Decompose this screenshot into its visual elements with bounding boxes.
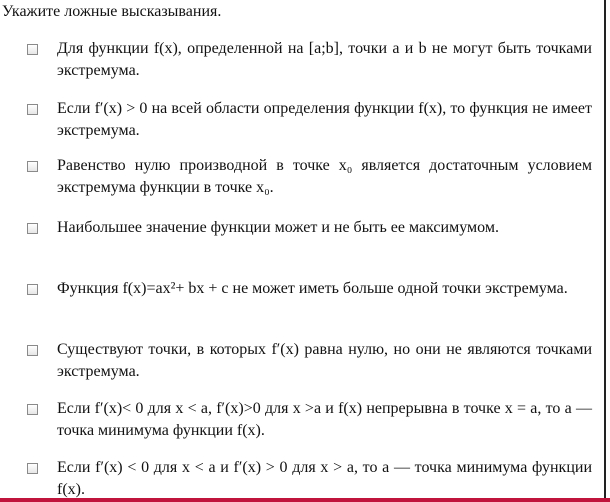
option-2-checkbox[interactable] bbox=[27, 104, 38, 115]
option-8-checkbox[interactable] bbox=[27, 463, 38, 474]
option-7-checkbox[interactable] bbox=[27, 404, 38, 415]
option-2-text: Если f′(x) > 0 на всей области определения функции f(x), то функция не имеет экстремума. bbox=[57, 100, 596, 139]
bottom-accent-bar bbox=[0, 498, 610, 502]
right-border bbox=[604, 0, 606, 502]
option-5-text: Функция f(x)=ax²+ bx + c не может иметь больше одной точки экстремума. bbox=[57, 280, 568, 297]
option-6-text: Существуют точки, в которых f′(x) равна нулю, но они не являются точками экстремума. bbox=[57, 341, 596, 380]
option-1-text: Для функции f(x), определенной на [a;b], точки a и b не могут быть точками экстремума. bbox=[57, 40, 596, 79]
question-title: Укажите ложные высказывания. bbox=[2, 3, 222, 20]
option-1-checkbox[interactable] bbox=[27, 44, 38, 55]
option-5-checkbox[interactable] bbox=[27, 284, 38, 295]
option-4-text: Наибольшее значение функции может и не быть ее максимумом. bbox=[57, 219, 499, 236]
option-4-checkbox[interactable] bbox=[27, 223, 38, 234]
option-8-text: Если f′(x) < 0 для x < a и f′(x) > 0 для x > a, то a — точка минимума функции f(x). bbox=[57, 459, 596, 498]
option-7-text: Если f′(x)< 0 для x < a, f′(x)>0 для x >a и f(x) непрерывна в точке x = a, то a — точка минимума функции f(x). bbox=[57, 400, 596, 439]
option-3-checkbox[interactable] bbox=[27, 161, 38, 172]
option-6-checkbox[interactable] bbox=[27, 345, 38, 356]
option-3-text: Равенство нулю производной в точке x₀ является достаточным условием экстремума функции в точке x₀. bbox=[57, 157, 596, 196]
